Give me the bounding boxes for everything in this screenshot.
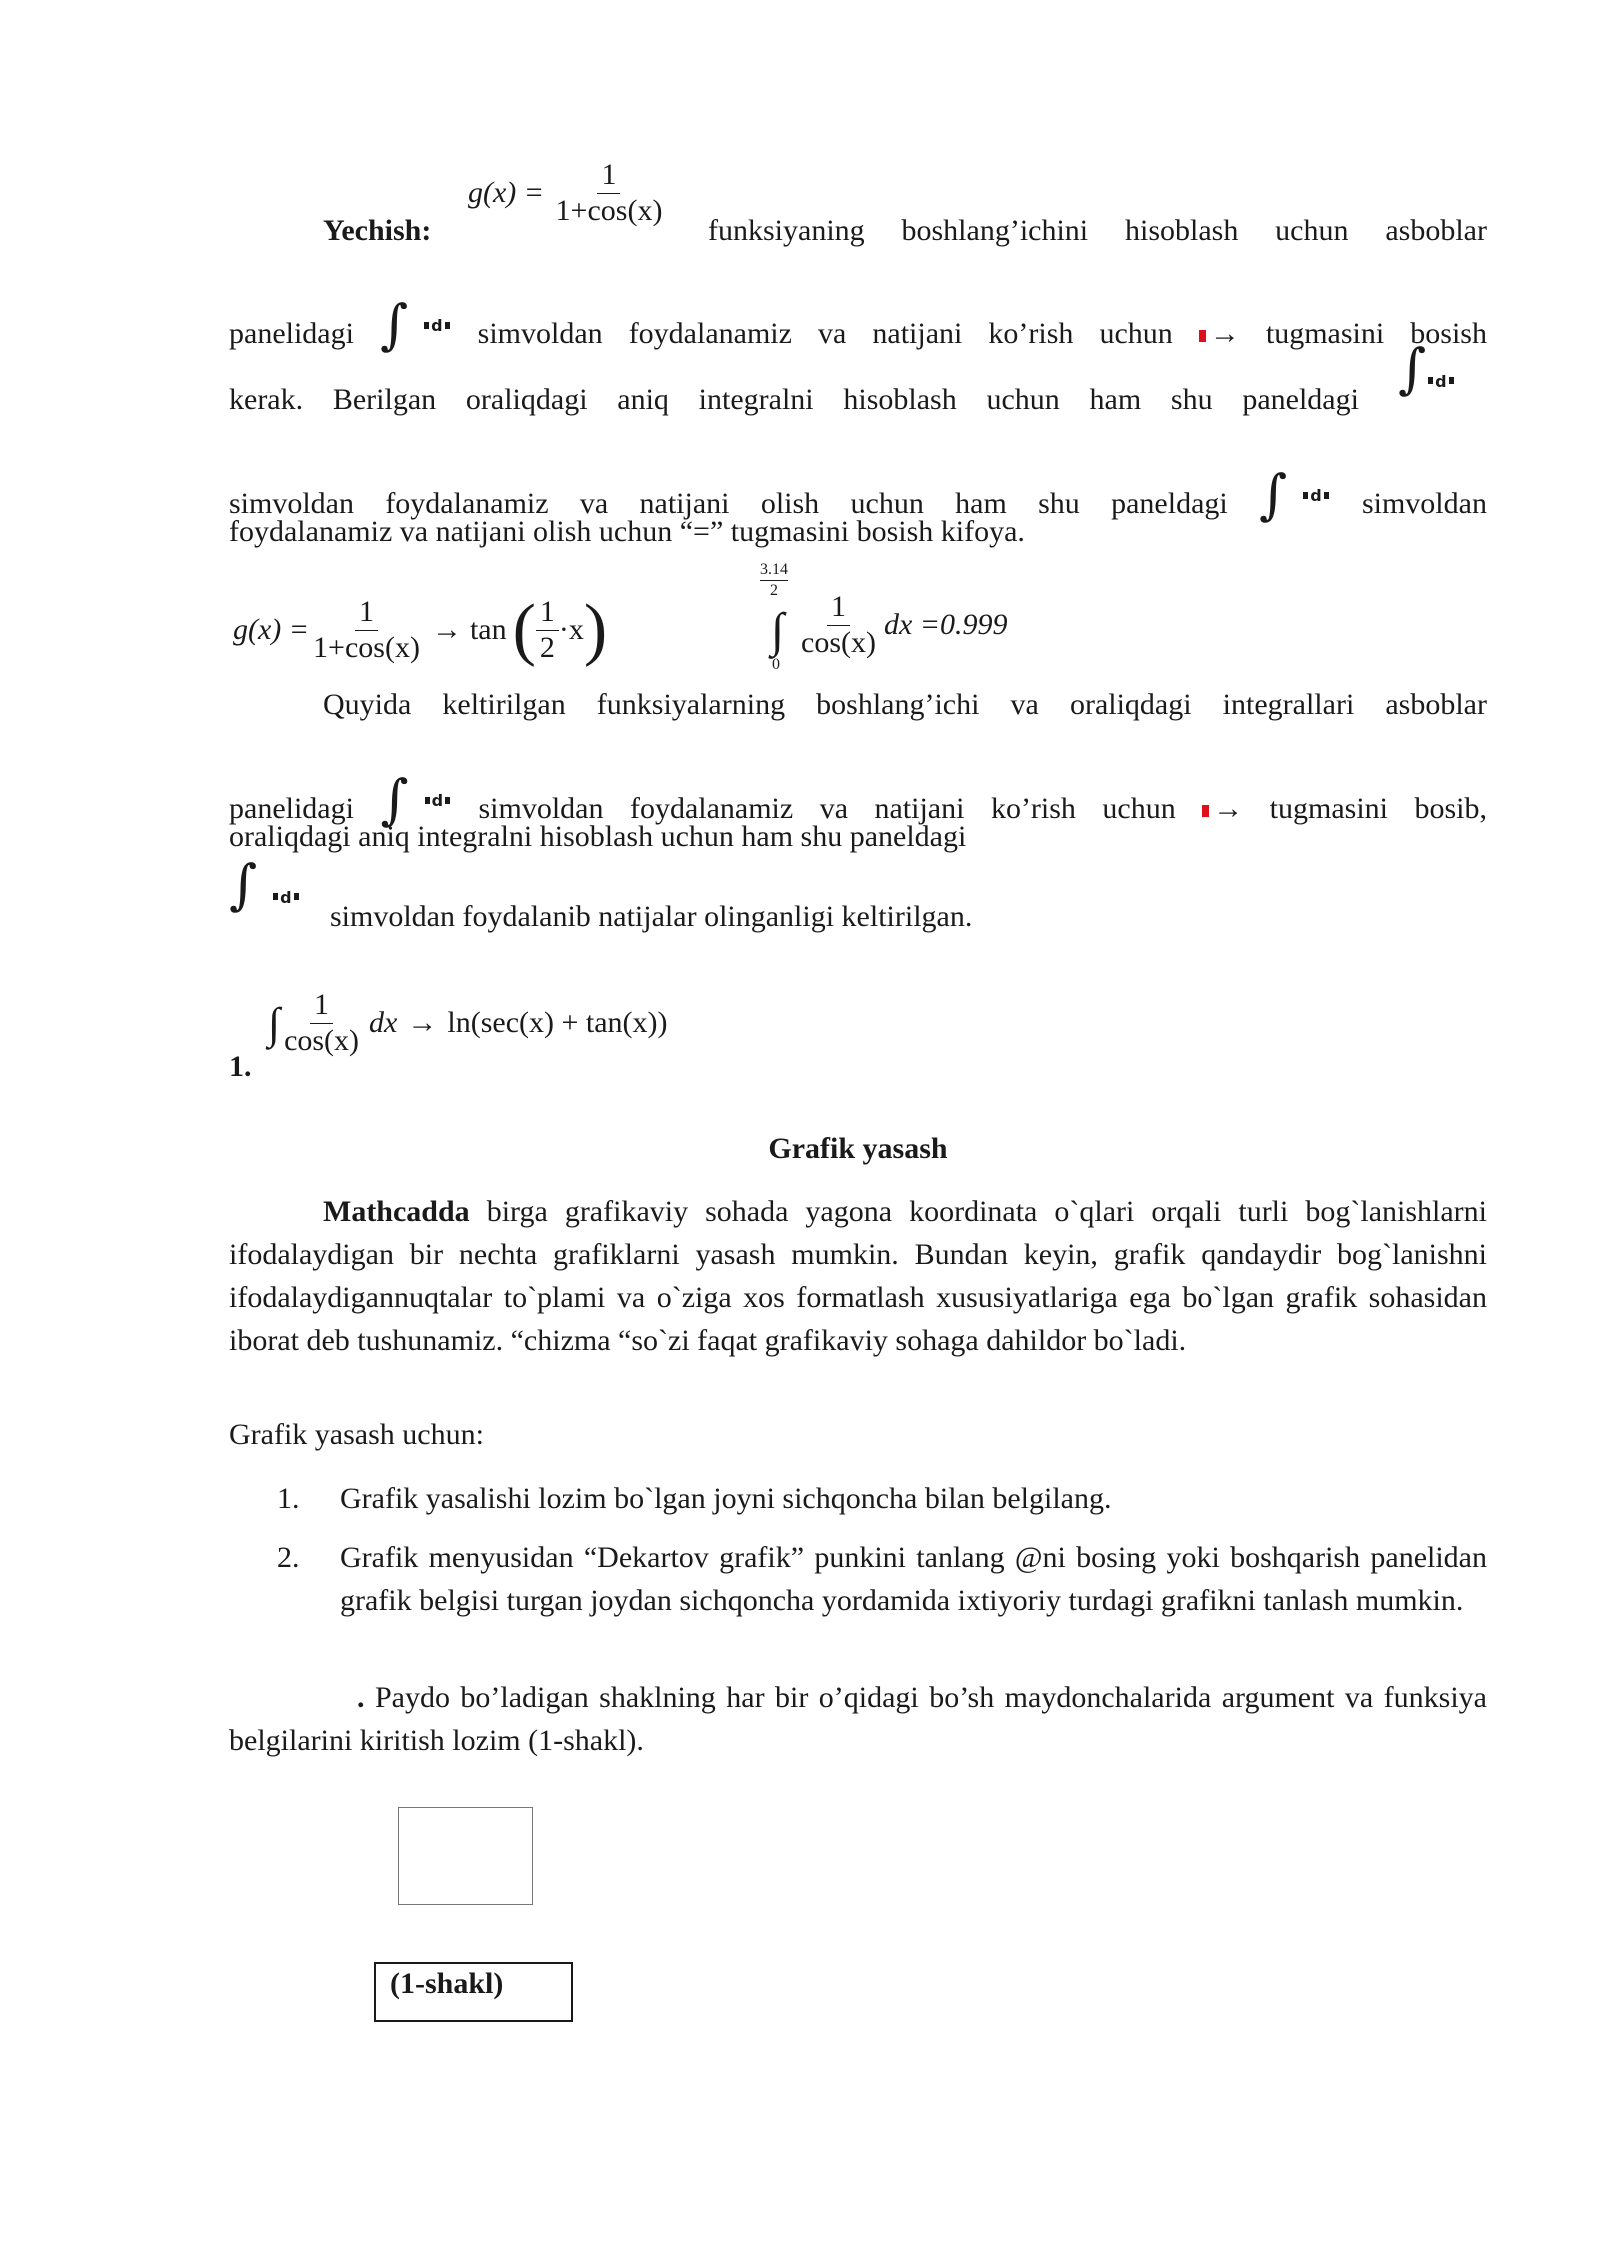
para2-line-3: oraliqdagi aniq integralni hisoblash uchun ham shu paneldagi <box>229 820 967 853</box>
word: va <box>1010 688 1039 721</box>
word: va <box>819 792 849 825</box>
word: funksiyalarning <box>596 688 786 721</box>
definite-integral: $\frac{1}{\cos(x)}$ dx =0.999 <box>801 590 1008 659</box>
integral-icon[interactable]: ∫ d <box>1259 468 1331 522</box>
integral-icon[interactable]: ∫ d <box>380 773 452 827</box>
integral-sign: ∫ <box>771 604 785 657</box>
section-paragraph-2: Grafik yasash uchun: <box>229 1418 484 1451</box>
gx-label: g(x) = <box>468 176 545 209</box>
word: paneldagi <box>1242 383 1359 416</box>
word: ko’rish <box>990 792 1076 825</box>
intro-line-1 <box>708 214 1487 256</box>
word: shu <box>1038 487 1080 520</box>
para2-line-1 <box>323 688 1487 730</box>
word: panelidagi <box>229 792 354 825</box>
word: ham <box>1089 383 1142 416</box>
intro-formula <box>468 158 666 228</box>
integral-lower-limit: 0 <box>772 656 780 673</box>
word: kerak. <box>229 383 304 416</box>
word: bosib, <box>1414 792 1487 825</box>
integral-icon-p2[interactable]: ∫ d <box>229 858 301 912</box>
section-heading: Grafik yasash <box>768 1132 948 1165</box>
word: boshlang’ichi <box>816 688 980 721</box>
word: Quyida <box>323 688 412 721</box>
word: integrallari <box>1222 688 1355 721</box>
word: tugmasini <box>1269 792 1389 825</box>
word: uchun <box>850 487 924 520</box>
word: keltirilgan <box>442 688 566 721</box>
intro-line-5: foydalanamiz va natijani olish uchun “=” tugmasini bosish kifoya. <box>229 515 1025 548</box>
word: boshlang’ichini <box>901 214 1089 247</box>
example-integral: ∫ $\frac{1}{\cos(x)}$ dx → ln(sec(x) + tan(x)) <box>268 988 668 1057</box>
list-item: 2. Grafik menyusidan “Dekartov grafik” punkini tanlang @ni bosing yoki boshqarish panelidan grafik belgisi turgan joydan sichqoncha yordamida ixtiyoriy turdagi grafikni tanlash mumkin. <box>277 1541 1487 1617</box>
word: uchun <box>1099 317 1173 350</box>
word: uchun <box>1102 792 1176 825</box>
intro-fraction: $\frac{1}{1+\cos(x)}$ <box>555 158 663 227</box>
word: foydalanamiz <box>628 317 792 350</box>
example-number: 1. <box>229 1050 252 1083</box>
para2-line-4: simvoldan foydalanib natijalar olinganligi keltirilgan. <box>330 900 973 933</box>
word: simvoldan <box>229 487 354 520</box>
intro-line-3 <box>229 383 1359 425</box>
intro-line-4 <box>229 463 1487 526</box>
integral-upper-limit: 3.14 2 <box>760 561 788 599</box>
word: foydalanamiz <box>385 487 549 520</box>
word: ko’rish <box>988 317 1074 350</box>
word: va <box>818 317 847 350</box>
integral-icon-3[interactable]: ∫ d <box>1398 342 1456 396</box>
yechish-label: Yechish: <box>323 214 432 247</box>
word: va <box>579 487 609 520</box>
word: shu <box>1170 383 1213 416</box>
word: olish <box>760 487 820 520</box>
para2-line-2 <box>229 768 1487 831</box>
word: natijani <box>872 317 963 350</box>
word: hisoblash <box>1124 214 1239 247</box>
word: integralni <box>698 383 814 416</box>
formula-antiderivative: g(x) = $\frac{1}{1+\cos(x)}$ → tan ( $\frac{1}{2}$ ·x ) <box>233 591 608 668</box>
figure-placeholder <box>398 1807 533 1905</box>
word: uchun <box>986 383 1060 416</box>
section-paragraph-1: Mathcadda birga grafikaviy sohada yagona koordinata o`qlari orqali turli bog`lanishlarni ifodalaydigan bir nechta grafiklarni yasash mumkin. Bundan keyin, grafik qandaydir bog`lanishni ifodalaydigannuqtalar to`plami va o`ziga xos formatlash xususiyatlariga ega bo`lgan grafik sohasidan iborat deb tushunamiz. “chizma “so`zi faqat grafikaviy sohaga dahildor bo`ladi. <box>229 1195 1487 1357</box>
word: natijani <box>874 792 965 825</box>
word: funksiyaning <box>708 214 865 247</box>
intro-line-2 <box>229 293 1487 356</box>
word: asboblar <box>1385 688 1487 721</box>
steps-list <box>229 1477 1487 1638</box>
word: hisoblash <box>843 383 957 416</box>
word: aniq <box>617 383 669 416</box>
integral-icon[interactable]: ∫ d <box>380 298 452 352</box>
evaluate-arrow-icon[interactable]: → <box>1202 792 1243 826</box>
word: foydalanamiz <box>629 792 794 825</box>
word: Berilgan <box>332 383 437 416</box>
evaluate-arrow-icon[interactable]: → <box>1199 317 1240 351</box>
word: asboblar <box>1385 214 1487 247</box>
word: oraliqdagi <box>1069 688 1192 721</box>
word: oraliqdagi <box>465 383 588 416</box>
section-paragraph-3: . Paydo bo’ladigan shaklning har bir o’qidagi bo’sh maydonchalarida argument va funksiya belgilarini kiritish lozim (1-shakl). <box>229 1681 1487 1757</box>
word: simvoldan <box>1361 487 1487 520</box>
list-item: 1. Grafik yasalishi lozim bo`lgan joyni sichqoncha bilan belgilang. <box>277 1482 1112 1515</box>
word: ham <box>955 487 1007 520</box>
word: panelidagi <box>229 317 354 350</box>
figure-caption: (1-shakl) <box>374 1962 573 2022</box>
word: uchun <box>1275 214 1349 247</box>
word: simvoldan <box>478 792 604 825</box>
word: paneldagi <box>1111 487 1228 520</box>
word: simvoldan <box>477 317 603 350</box>
word: tugmasini <box>1265 317 1385 350</box>
word: natijani <box>639 487 730 520</box>
word: bosish <box>1410 317 1487 350</box>
